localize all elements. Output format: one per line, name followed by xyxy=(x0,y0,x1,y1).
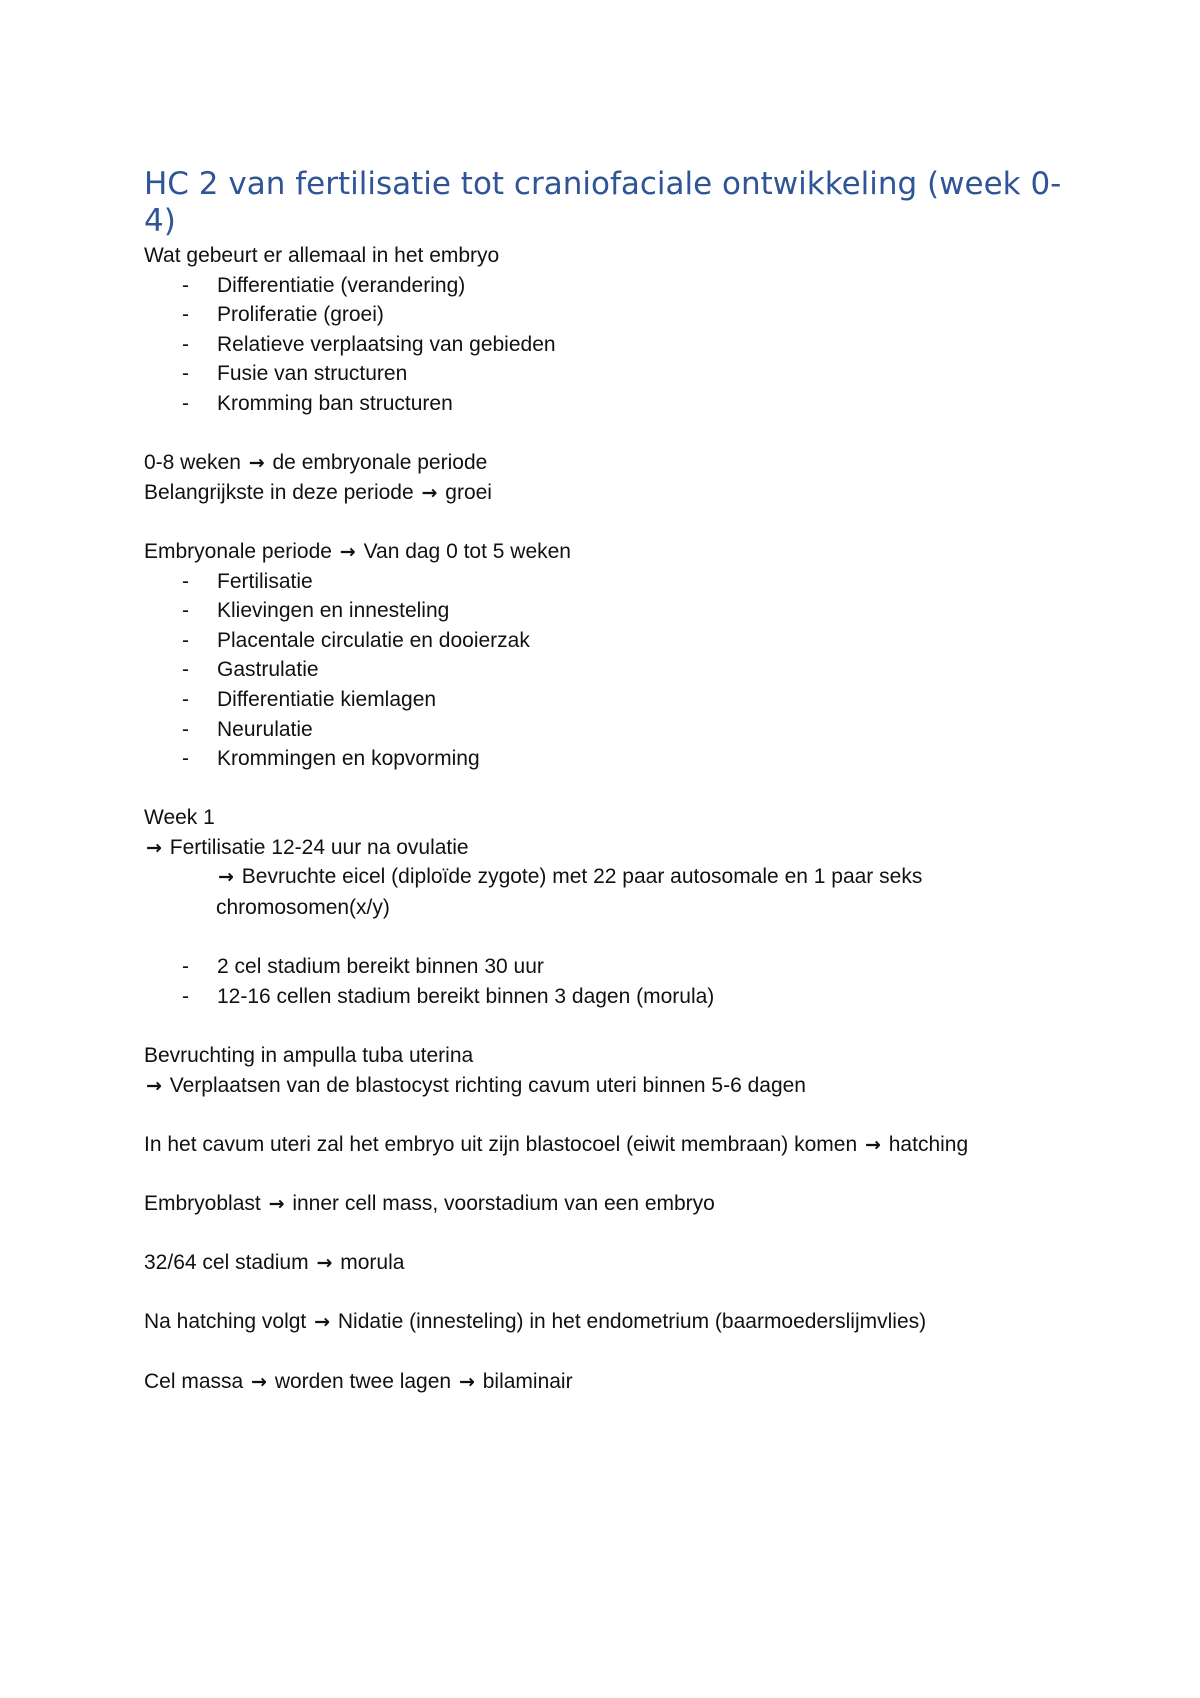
spacer xyxy=(144,1100,1064,1130)
dash-marker: - xyxy=(182,599,189,623)
week1-line: → Fertilisatie 12-24 uur na ovulatie xyxy=(146,835,469,859)
dash-marker: - xyxy=(182,687,189,711)
week1-subline: → Bevruchte eicel (diploïde zygote) met 22 paar autosomale en 1 paar seks chromosomen(x/y) xyxy=(216,865,923,920)
list-item: - Kromming ban structuren xyxy=(144,389,1064,419)
dash-marker: - xyxy=(182,658,189,682)
dash-marker: - xyxy=(182,303,189,327)
list-item: - Gastrulatie xyxy=(144,655,1064,685)
arrow-icon: → xyxy=(316,1252,333,1275)
spacer xyxy=(144,923,1064,953)
list-item: - Relatieve verplaatsing van gebieden xyxy=(144,330,1064,360)
document-title: HC 2 van fertilisatie tot craniofaciale ontwikkeling (week 0-4) xyxy=(144,166,1062,239)
arrow-icon: → xyxy=(146,1074,162,1097)
stadium-line: 32/64 cel stadium → morula xyxy=(144,1251,405,1275)
list-item: - Differentiatie kiemlagen xyxy=(144,685,1064,715)
arrow-icon: → xyxy=(864,1133,881,1156)
celmassa-line: Cel massa → worden twee lagen → bilaminair xyxy=(144,1369,573,1393)
list-item: - 12-16 cellen stadium bereikt binnen 3 dagen (morula) xyxy=(144,982,1064,1012)
period-line: 0-8 weken → de embryonale periode xyxy=(144,451,488,475)
arrow-icon: → xyxy=(251,1370,267,1393)
embryoblast-line: Embryoblast → inner cell mass, voorstadium van een embryo xyxy=(144,1192,715,1215)
spacer xyxy=(144,1159,1064,1189)
arrow-icon: → xyxy=(146,836,162,859)
arrow-icon: → xyxy=(458,1370,475,1393)
dash-marker: - xyxy=(182,984,189,1008)
spacer xyxy=(144,1219,1064,1249)
spacer xyxy=(144,1337,1064,1367)
spacer xyxy=(144,1011,1064,1041)
arrow-icon: → xyxy=(268,1193,285,1215)
arrow-icon: → xyxy=(248,452,265,475)
spacer xyxy=(144,419,1064,449)
spacer xyxy=(144,507,1064,537)
arrow-icon: → xyxy=(421,481,438,504)
dash-marker: - xyxy=(182,747,189,771)
dash-marker: - xyxy=(182,628,189,652)
list-item: - Fertilisatie xyxy=(144,567,1064,597)
list-item: - Krommingen en kopvorming xyxy=(144,744,1064,774)
dash-marker: - xyxy=(182,391,189,415)
dash-marker: - xyxy=(182,362,189,386)
list-item: - Differentiatie (verandering) xyxy=(144,271,1064,301)
period-line: Belangrijkste in deze periode → groei xyxy=(144,480,492,504)
spacer xyxy=(144,774,1064,804)
arrow-icon: → xyxy=(218,866,234,889)
arrow-icon: → xyxy=(339,540,356,563)
dash-marker: - xyxy=(182,955,189,979)
list-item: - 2 cel stadium bereikt binnen 30 uur xyxy=(144,952,1064,982)
section2-heading: Embryonale periode → Van dag 0 tot 5 weken xyxy=(144,539,571,563)
dash-marker: - xyxy=(182,273,189,297)
dash-marker: - xyxy=(182,332,189,356)
list-item: - Klievingen en innesteling xyxy=(144,596,1064,626)
arrow-icon: → xyxy=(314,1311,331,1334)
list-item: - Proliferatie (groei) xyxy=(144,300,1064,330)
dash-marker: - xyxy=(182,717,189,741)
list-item: - Fusie van structuren xyxy=(144,359,1064,389)
spacer xyxy=(144,1278,1064,1308)
section1-heading: Wat gebeurt er allemaal in het embryo xyxy=(144,244,500,267)
list-item: - Placentale circulatie en dooierzak xyxy=(144,626,1064,656)
cavum-line: In het cavum uteri zal het embryo uit zijn blastocoel (eiwit membraan) komen → hatching xyxy=(144,1132,969,1156)
week1-heading: Week 1 xyxy=(144,806,215,830)
bevruchting-line: → Verplaatsen van de blastocyst richting cavum uteri binnen 5-6 dagen xyxy=(146,1073,806,1097)
dash-marker: - xyxy=(182,569,189,593)
bevruchting-line: Bevruchting in ampulla tuba uterina xyxy=(144,1044,474,1068)
list-item: - Neurulatie xyxy=(144,715,1064,745)
document-body xyxy=(144,166,1064,1396)
nidatie-line: Na hatching volgt → Nidatie (innesteling) in het endometrium (baarmoederslijmvlies) xyxy=(144,1310,927,1334)
